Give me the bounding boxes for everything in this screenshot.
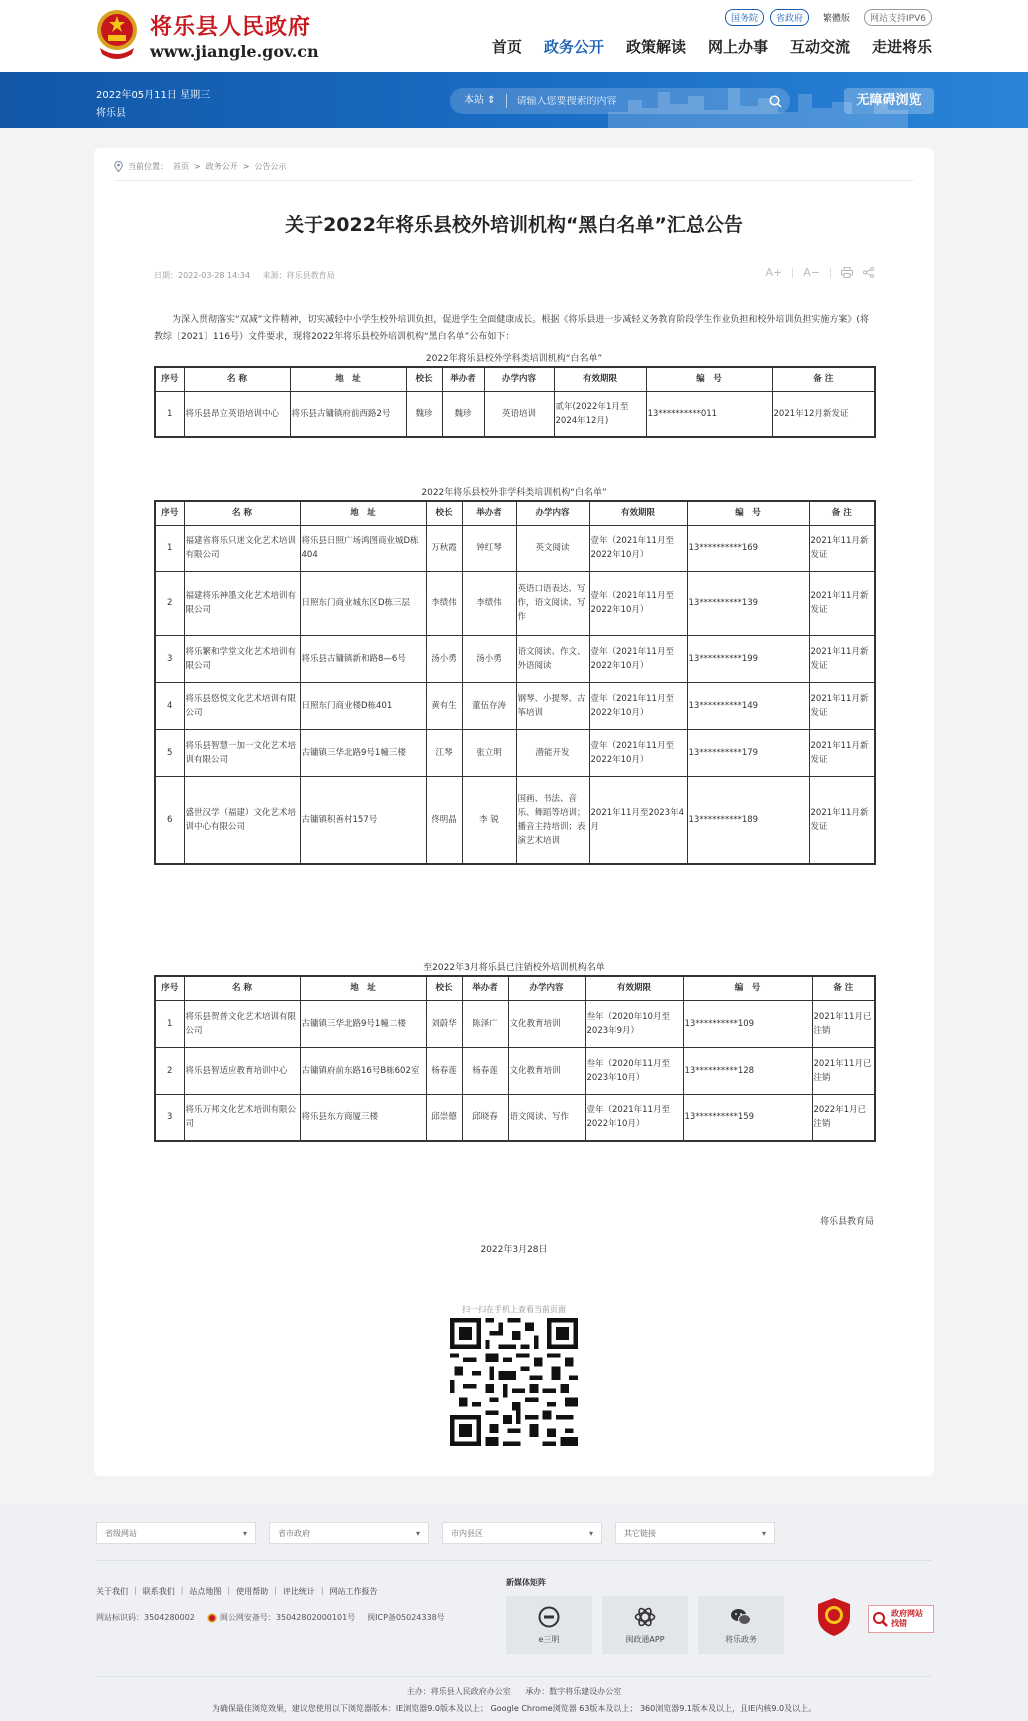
- table-cell: 李绩伟: [462, 571, 516, 635]
- col-header: 有效期限: [585, 976, 683, 1000]
- search-box: [450, 88, 790, 114]
- magnifier-icon: [872, 1611, 888, 1627]
- main-nav: [492, 36, 932, 57]
- media-minzhengtong[interactable]: [602, 1596, 688, 1654]
- table-cell: 陈泽广: [462, 1000, 508, 1047]
- table-cell: 3: [155, 1094, 184, 1141]
- table-cell: 13**********159: [683, 1094, 812, 1141]
- divider: [792, 268, 793, 278]
- table-cell: 刘蔚华: [426, 1000, 462, 1047]
- table-cell: 壹年（2021年11月至2022年10月）: [589, 571, 687, 635]
- ipv6-badge: 网站支持IPV6: [864, 9, 932, 26]
- current-location: 将乐县: [96, 108, 126, 119]
- table-row: [155, 1094, 875, 1141]
- breadcrumb-notices[interactable]: 公告公示: [254, 162, 287, 171]
- col-header: 地 址: [300, 501, 426, 525]
- top-tools: [725, 9, 932, 25]
- police-record-text: 闽公网安备号：35042802000101号: [219, 1613, 356, 1622]
- table-cell: 魏珍: [442, 391, 484, 437]
- table-cell: 国画、书法、音乐、舞蹈等培训；播音主持培训；表演艺术培训: [516, 776, 589, 864]
- table-cell: 潜能开发: [516, 729, 589, 776]
- breadcrumb-separator: >: [242, 162, 250, 171]
- nav-policy[interactable]: 政策解读: [625, 38, 686, 56]
- new-media-matrix: [506, 1596, 784, 1654]
- col-header: 名 称: [184, 501, 300, 525]
- undertaker: 承办：数字将乐建设办公室: [525, 1687, 622, 1696]
- breadcrumb-label: 当前位置：: [128, 162, 168, 171]
- table-cell: 将乐县昂立英语培训中心: [184, 391, 290, 437]
- e-sanming-icon: [538, 1606, 560, 1628]
- accessibility-button[interactable]: 无障碍浏览: [844, 88, 934, 114]
- select-label: 市内县区: [451, 1528, 483, 1538]
- table-row: [155, 682, 875, 729]
- table-cell: 2: [155, 571, 184, 635]
- table-cell: 贰年(2022年1月至2024年12月): [554, 391, 646, 437]
- col-header: 有效期限: [589, 501, 687, 525]
- minzhengtong-icon: [634, 1606, 656, 1628]
- divider: [114, 180, 914, 181]
- table-cell: 日照东门商业城东区D栋三层: [300, 571, 426, 635]
- nav-home[interactable]: 首页: [491, 38, 522, 56]
- col-header: 举办者: [462, 501, 516, 525]
- table-cell: 文化教育培训: [508, 1000, 585, 1047]
- table-header-row: [155, 501, 875, 525]
- font-decrease-button[interactable]: A−: [803, 266, 820, 279]
- city-gov-select[interactable]: [269, 1522, 429, 1544]
- table-cell: 语文阅读、作文、外语阅读: [516, 635, 589, 682]
- col-header: 编 号: [646, 367, 772, 391]
- table-row: [155, 1000, 875, 1047]
- table-cell: 古镛镇三华北路9号1幢三楼: [300, 729, 426, 776]
- media-label: 闽政通APP: [625, 1634, 665, 1644]
- col-header: 编 号: [683, 976, 812, 1000]
- divider: [96, 1560, 932, 1561]
- table-cell: 2021年12月新发证: [772, 391, 875, 437]
- table-cell: 福建省将乐只迷文化艺术培训有限公司: [184, 525, 300, 571]
- col-header: 有效期限: [554, 367, 646, 391]
- footer-link-stats[interactable]: 评比统计: [282, 1587, 315, 1596]
- table-cell: 邱崇德: [426, 1094, 462, 1141]
- search-button[interactable]: [760, 88, 790, 114]
- table-cell: 英语口语表达、写作，语文阅读、写作: [516, 571, 589, 635]
- table-cell: 日照东门商业楼D栋401: [300, 682, 426, 729]
- col-header: 举办者: [442, 367, 484, 391]
- signing-organization: 将乐县教育局: [819, 1217, 874, 1227]
- site-url: www.jiangle.gov.cn: [150, 42, 319, 61]
- table-row: [155, 391, 875, 437]
- location-pin-icon: [114, 161, 123, 172]
- table-cell: 将乐县贺普文化艺术培训有限公司: [184, 1000, 300, 1047]
- browser-recommendation: 为确保最佳浏览效果，建议您使用以下浏览器版本：IE浏览器9.0版本及以上； Google Chrome浏览器 63版本及以上； 360浏览器9.1版本及以上，且IE内核9.0及以上。: [211, 1704, 817, 1713]
- state-council-link[interactable]: 国务院: [725, 9, 764, 26]
- table-cell: 壹年（2021年11月至2022年10月）: [589, 525, 687, 571]
- article-title: 关于2022年将乐县校外培训机构“黑白名单”汇总公告: [285, 214, 743, 236]
- breadcrumb: [114, 161, 286, 172]
- table-cell: 杨春莲: [426, 1047, 462, 1094]
- article-source: 来源：将乐县教育局: [262, 271, 335, 280]
- col-header: 备 注: [809, 501, 875, 525]
- party-gov-badge-icon[interactable]: [816, 1597, 852, 1637]
- table-cell: 李 锐: [462, 776, 516, 864]
- select-label: 其它链接: [624, 1528, 656, 1538]
- county-district-select[interactable]: [442, 1522, 602, 1544]
- nav-government-affairs[interactable]: 政务公开: [543, 38, 604, 56]
- table-cell: 将乐县智慧一加一文化艺术培训有限公司: [184, 729, 300, 776]
- table-cell: 4: [155, 682, 184, 729]
- table-cell: 董伍存涛: [462, 682, 516, 729]
- police-record[interactable]: [207, 1612, 355, 1623]
- table-cell: 1: [155, 525, 184, 571]
- find-mistake-button[interactable]: [868, 1605, 934, 1633]
- wechat-icon: [730, 1606, 752, 1628]
- table-cell: 2: [155, 1047, 184, 1094]
- table-cell: 汤小勇: [462, 635, 516, 682]
- caret-down-icon: ▾: [761, 1528, 766, 1538]
- table-cell: 1: [155, 391, 184, 437]
- col-header: 编 号: [687, 501, 809, 525]
- breadcrumb-separator: >: [194, 162, 201, 171]
- site-id: 网站标识码：3504280002: [96, 1613, 195, 1622]
- select-label: 省市政府: [278, 1528, 310, 1538]
- print-icon[interactable]: [841, 267, 853, 278]
- police-badge-icon: [207, 1613, 217, 1623]
- media-e-sanming[interactable]: [506, 1596, 592, 1654]
- subject-whitelist-table: [154, 366, 876, 438]
- table-cell: 钟红琴: [462, 525, 516, 571]
- caret-down-icon: ▾: [242, 1528, 247, 1538]
- media-label: e三明: [538, 1634, 560, 1644]
- footer: [0, 1504, 1028, 1721]
- table-cell: 万秋霞: [426, 525, 462, 571]
- qr-code-icon: [450, 1318, 578, 1446]
- table-row: [155, 1047, 875, 1094]
- site-name: 将乐县人民政府: [150, 14, 312, 40]
- table-cell: 2021年11月新发证: [809, 571, 875, 635]
- table-cell: 13**********149: [687, 682, 809, 729]
- table-cell: 2021年11月已注销: [812, 1047, 875, 1094]
- table-cell: 13**********011: [646, 391, 772, 437]
- caret-down-icon: ▾: [588, 1528, 593, 1538]
- table-cell: 2021年11月新发证: [809, 729, 875, 776]
- table-cell: 佟明晶: [426, 776, 462, 864]
- table-cell: 2021年11月新发证: [809, 525, 875, 571]
- col-header: 序号: [155, 976, 184, 1000]
- table-row: [155, 635, 875, 682]
- table-cell: 2022年1月已注销: [812, 1094, 875, 1141]
- nonsubject-whitelist-table: [154, 500, 876, 865]
- table-cell: 将乐县日照广场鸿图商业城D栋404: [300, 525, 426, 571]
- table-cell: 2021年11月至2023年4月: [589, 776, 687, 864]
- table-cell: 汤小勇: [426, 635, 462, 682]
- table-cell: 叁年（2020年10月至2023年9月）: [585, 1000, 683, 1047]
- col-header: 办学内容: [516, 501, 589, 525]
- table-cell: 魏珍: [406, 391, 442, 437]
- search-input[interactable]: [507, 96, 760, 107]
- table-cell: 5: [155, 729, 184, 776]
- other-links-select[interactable]: [615, 1522, 775, 1544]
- table-cell: 将乐县悠悦文化艺术培训有限公司: [184, 682, 300, 729]
- select-label: 省级网站: [105, 1528, 137, 1538]
- traditional-chinese-toggle[interactable]: 繁體版: [823, 13, 851, 24]
- table-cell: 13**********199: [687, 635, 809, 682]
- table-cell: 2021年11月新发证: [809, 776, 875, 864]
- table-row: [155, 729, 875, 776]
- article-intro: 为深入贯彻落实“双减”文件精神，切实减轻中小学生校外培训负担，促进学生全面健康成长。根据《将乐县进一步减轻义务教育阶段学生作业负担和校外培训负担实施方案》(将教综〔2021〕116号）文件要求，现将2022年将乐县校外培训机构“黑白名单”公布如下：: [154, 315, 869, 342]
- footer-ids: [96, 1612, 445, 1623]
- table-cell: 江琴: [426, 729, 462, 776]
- table-cell: 2021年11月新发证: [809, 635, 875, 682]
- table-cell: 1: [155, 1000, 184, 1047]
- table-cell: 13**********128: [683, 1047, 812, 1094]
- breadcrumb-gov-affairs[interactable]: 政务公开: [205, 162, 238, 171]
- table-cell: 将乐万邦文化艺术培训有限公司: [184, 1094, 300, 1141]
- deregistered-table: [154, 975, 876, 1142]
- table-cell: 壹年（2021年11月至2022年10月）: [589, 729, 687, 776]
- find-mistake-text: [891, 1609, 923, 1629]
- col-header: 备 注: [812, 976, 875, 1000]
- current-date: 2022年05月11日 星期三: [96, 90, 211, 101]
- col-header: 名 称: [184, 367, 290, 391]
- table-cell: 福建将乐神墨文化艺术培训有限公司: [184, 571, 300, 635]
- sponsor: 主办：将乐县人民政府办公室: [406, 1687, 511, 1696]
- find-mistake-line1: 政府网站: [891, 1609, 923, 1618]
- divider: [830, 268, 831, 278]
- table-cell: 古镛镇府前东路16号B栋602室: [300, 1047, 426, 1094]
- table-cell: 邱晓春: [462, 1094, 508, 1141]
- table-row: [155, 525, 875, 571]
- table-cell: 6: [155, 776, 184, 864]
- footer-link-contact[interactable]: 联系我们: [142, 1587, 175, 1596]
- footer-link-sitemap[interactable]: 站点地图: [189, 1587, 222, 1596]
- table-cell: 钢琴、小提琴、古筝培训: [516, 682, 589, 729]
- table-cell: 壹年（2021年11月至2022年10月）: [589, 635, 687, 682]
- caret-down-icon: ▾: [415, 1528, 420, 1538]
- table-cell: 英语培训: [484, 391, 554, 437]
- col-header: 序号: [155, 501, 184, 525]
- table-cell: 13**********179: [687, 729, 809, 776]
- table-cell: 3: [155, 635, 184, 682]
- col-header: 地 址: [290, 367, 406, 391]
- qr-tip: 扫一扫在手机上查看当前页面: [462, 1305, 566, 1314]
- search-scope-select[interactable]: 本站 ⇕: [450, 94, 507, 108]
- table-header-row: [155, 976, 875, 1000]
- share-icon[interactable]: [863, 267, 874, 278]
- table-cell: 文化教育培训: [508, 1047, 585, 1094]
- nav-about-jiangle[interactable]: 走进将乐: [871, 38, 932, 56]
- table-cell: 黄有生: [426, 682, 462, 729]
- col-header: 举办者: [462, 976, 508, 1000]
- table-caption: 至2022年3月将乐县已注销校外培训机构名单: [423, 963, 605, 973]
- table-cell: 英文阅读: [516, 525, 589, 571]
- table-cell: 将乐县古镛镇府前西路2号: [290, 391, 406, 437]
- col-header: 校长: [426, 501, 462, 525]
- font-increase-button[interactable]: A+: [765, 266, 783, 279]
- table-cell: 叁年（2020年11月至2023年10月）: [585, 1047, 683, 1094]
- table-cell: 13**********139: [687, 571, 809, 635]
- divider: [96, 1676, 932, 1677]
- table-cell: 13**********189: [687, 776, 809, 864]
- table-cell: 语文阅读、写作: [508, 1094, 585, 1141]
- table-row: [155, 571, 875, 635]
- table-caption: 2022年将乐县校外非学科类培训机构“白名单”: [421, 488, 607, 498]
- publish-date: 日期：2022-03-28 14:34: [154, 271, 251, 280]
- col-header: 校长: [406, 367, 442, 391]
- signing-date: 2022年3月28日: [480, 1245, 548, 1255]
- col-header: 办学内容: [508, 976, 585, 1000]
- friendly-links: [96, 1522, 775, 1544]
- table-cell: 13**********169: [687, 525, 809, 571]
- find-mistake-line2: 找错: [891, 1619, 907, 1628]
- footer-links: 关于我们 | 联系我们 | 站点地图 | 使用帮助 | 评比统计 | 网站工作报告: [96, 1586, 378, 1596]
- table-cell: 将乐县古镛镇新和路8—6号: [300, 635, 426, 682]
- col-header: 校长: [426, 976, 462, 1000]
- media-wechat[interactable]: [698, 1596, 784, 1654]
- footer-link-help[interactable]: 使用帮助: [236, 1587, 269, 1596]
- col-header: 序号: [155, 367, 184, 391]
- table-cell: 古镛镇三华北路9号1幢二楼: [300, 1000, 426, 1047]
- table-cell: 盛世汉学（福建）文化艺术培训中心有限公司: [184, 776, 300, 864]
- col-header: 地 址: [300, 976, 426, 1000]
- table-row: [155, 776, 875, 864]
- table-cell: 将乐繁和学堂文化艺术培训有限公司: [184, 635, 300, 682]
- table-caption: 2022年将乐县校外学科类培训机构“白名单”: [425, 354, 603, 364]
- national-emblem-icon: [94, 8, 140, 60]
- footer-link-report[interactable]: 网站工作报告: [329, 1587, 378, 1596]
- footer-link-about[interactable]: 关于我们: [96, 1587, 128, 1596]
- table-cell: 将乐县智适应教育培训中心: [184, 1047, 300, 1094]
- table-cell: 古镛镇积善村157号: [300, 776, 426, 864]
- col-header: 备 注: [772, 367, 875, 391]
- search-scope-label: 本站: [464, 95, 484, 106]
- top-header: [0, 0, 1028, 72]
- table-cell: 2021年11月新发证: [809, 682, 875, 729]
- table-header-row: [155, 367, 875, 391]
- nav-online-service[interactable]: 网上办事: [707, 38, 768, 56]
- col-header: 名 称: [184, 976, 300, 1000]
- table-cell: 13**********109: [683, 1000, 812, 1047]
- province-gov-link[interactable]: 省政府: [770, 9, 809, 26]
- table-cell: 张立明: [462, 729, 516, 776]
- provincial-sites-select[interactable]: [96, 1522, 256, 1544]
- table-cell: 壹年（2021年11月至2022年10月）: [585, 1094, 683, 1141]
- media-label: 将乐政务: [725, 1634, 757, 1644]
- banner: [0, 72, 1028, 128]
- site-logo[interactable]: [94, 8, 354, 64]
- table-cell: 杨春莲: [462, 1047, 508, 1094]
- table-cell: 李绩伟: [426, 571, 462, 635]
- search-icon: [769, 95, 782, 108]
- table-cell: 2021年11月已注销: [812, 1000, 875, 1047]
- new-media-title: 新媒体矩阵: [506, 1578, 546, 1587]
- article-card: [94, 148, 934, 1476]
- col-header: 办学内容: [484, 367, 554, 391]
- nav-interaction[interactable]: 互动交流: [789, 38, 850, 56]
- article-tools: [766, 266, 875, 279]
- table-cell: 将乐县东方商厦三楼: [300, 1094, 426, 1141]
- article-meta: [154, 270, 345, 281]
- icp-record[interactable]: 闽ICP备05024338号: [367, 1613, 445, 1622]
- breadcrumb-home[interactable]: 首页: [173, 162, 189, 171]
- table-cell: 壹年（2021年11月至2022年10月）: [589, 682, 687, 729]
- footer-organizations: [0, 1686, 1028, 1697]
